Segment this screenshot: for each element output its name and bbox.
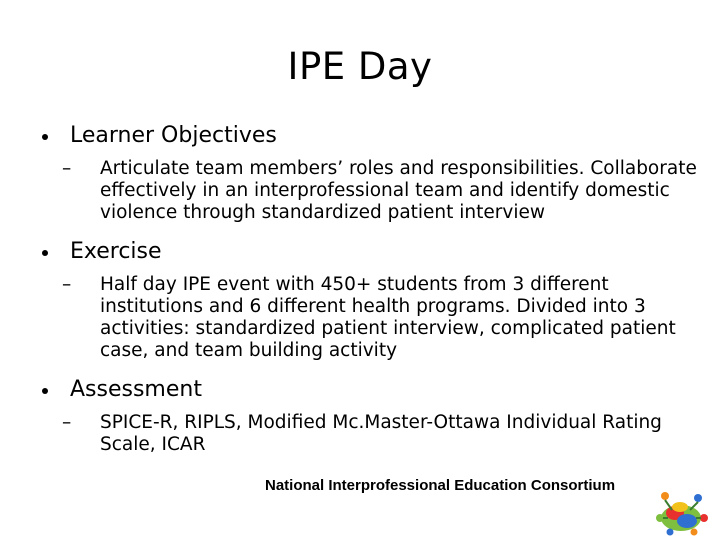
footer-text: National Interprofessional Education Consortium [265,477,616,494]
slide-title: IPE Day [287,45,433,88]
consortium-logo-icon [650,488,712,536]
bullet-dot [42,250,48,256]
sub-bullet-text: Articulate team members’ roles and responsibilities. Collaborate effectively in an interprofessional team and identify domestic violence through standardized patient interview [100,158,697,223]
sub-bullet-assessment [62,412,706,456]
dash-marker: – [62,274,72,295]
bullet-learner-objectives [36,122,706,150]
bullet-exercise [36,238,706,266]
bullet-label: Learner Objectives [70,123,277,148]
sub-bullet-text: SPICE-R, RIPLS, Modified Mc.Master-Ottawa Individual Rating Scale, ICAR [100,412,662,455]
bullet-assessment [36,376,706,404]
bullet-label: Assessment [70,377,202,402]
sub-bullet-exercise [62,274,706,362]
dash-marker: – [62,412,72,433]
dash-marker: – [62,158,72,179]
sub-bullet-text: Half day IPE event with 450+ students from 3 different institutions and 6 different health programs. Divided into 3 activities: standardized patient interview, complicated patient case, and team building activity [100,274,676,361]
bullet-dot [42,134,48,140]
sub-bullet-learner-objectives [62,158,706,224]
bullet-list [36,122,706,456]
bullet-dot [42,388,48,394]
bullet-label: Exercise [70,239,162,264]
